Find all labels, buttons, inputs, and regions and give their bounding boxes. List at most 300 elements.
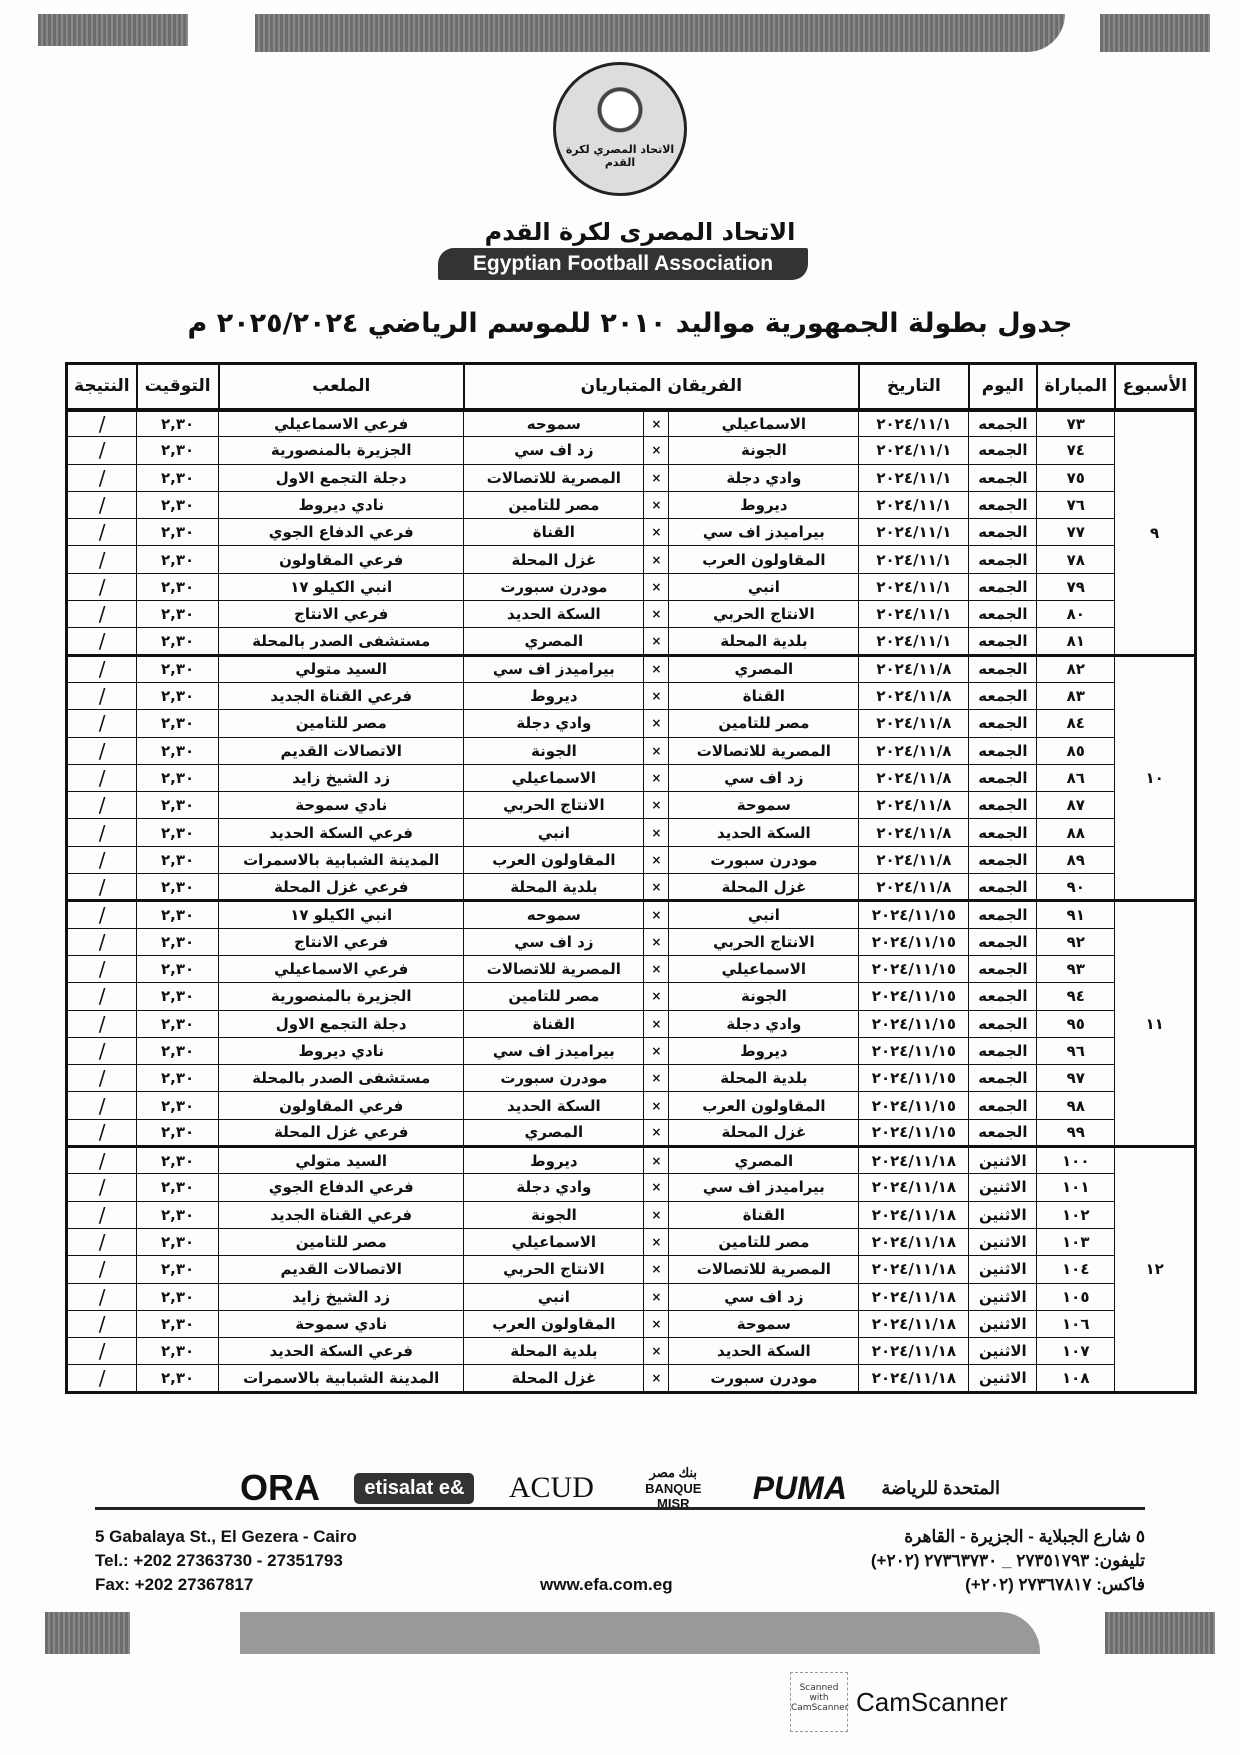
match-number: ٩٤ bbox=[1037, 983, 1115, 1010]
kickoff-time: ٢,٣٠ bbox=[137, 1256, 219, 1283]
match-number: ٧٦ bbox=[1037, 491, 1115, 518]
home-team: القناة bbox=[669, 1201, 859, 1228]
stadium: مستشفى الصدر بالمحلة bbox=[219, 1065, 464, 1092]
stadium: دجلة التجمع الاول bbox=[219, 464, 464, 491]
vs-mark: × bbox=[644, 1228, 669, 1255]
match-number: ٩٢ bbox=[1037, 928, 1115, 955]
camscanner-watermark bbox=[790, 1672, 1008, 1732]
stadium: دجلة التجمع الاول bbox=[219, 1010, 464, 1037]
match-number: ١٠٦ bbox=[1037, 1310, 1115, 1337]
table-row bbox=[67, 792, 1196, 819]
phone-ar: تليفون: ٢٧٣٥١٧٩٣ _ ٢٧٣٦٣٧٣٠ (٢٠٢+) bbox=[870, 1551, 1145, 1570]
bottom-bar-left bbox=[45, 1612, 130, 1654]
away-team: القناة bbox=[464, 519, 644, 546]
away-team: غزل المحلة bbox=[464, 546, 644, 573]
kickoff-time: ٢,٣٠ bbox=[137, 710, 219, 737]
table-row bbox=[67, 737, 1196, 764]
match-number: ٨٤ bbox=[1037, 710, 1115, 737]
match-number: ١٠٨ bbox=[1037, 1365, 1115, 1392]
table-row bbox=[67, 1338, 1196, 1365]
match-day: الجمعه bbox=[969, 1092, 1037, 1119]
bottom-bar-center bbox=[240, 1612, 1040, 1654]
away-team: وادي دجلة bbox=[464, 1174, 644, 1201]
table-row bbox=[67, 628, 1196, 655]
match-day: الجمعه bbox=[969, 983, 1037, 1010]
sponsor-ora: ORA bbox=[240, 1467, 320, 1508]
vs-mark: × bbox=[644, 819, 669, 846]
fixtures-table bbox=[65, 362, 1197, 1394]
vs-mark: × bbox=[644, 601, 669, 628]
match-number: ١٠٠ bbox=[1037, 1147, 1115, 1174]
away-team: انبي bbox=[464, 819, 644, 846]
match-number: ١٠٤ bbox=[1037, 1256, 1115, 1283]
match-day: الاثنين bbox=[969, 1256, 1037, 1283]
result: / bbox=[67, 655, 137, 682]
result: / bbox=[67, 1310, 137, 1337]
match-day: الجمعه bbox=[969, 710, 1037, 737]
table-row bbox=[67, 519, 1196, 546]
kickoff-time: ٢,٣٠ bbox=[137, 764, 219, 791]
sponsor-puma: PUMA bbox=[752, 1469, 847, 1506]
match-date: ٢٠٢٤/١١/٨ bbox=[859, 846, 969, 873]
kickoff-time: ٢,٣٠ bbox=[137, 519, 219, 546]
table-row bbox=[67, 1147, 1196, 1174]
table-row bbox=[67, 1283, 1196, 1310]
vs-mark: × bbox=[644, 1092, 669, 1119]
bottom-bar-right bbox=[1105, 1612, 1215, 1654]
stadium: فرعي الدفاع الجوي bbox=[219, 1174, 464, 1201]
match-day: الجمعه bbox=[969, 1037, 1037, 1064]
stadium: فرعي المقاولون bbox=[219, 1092, 464, 1119]
match-date: ٢٠٢٤/١١/١٨ bbox=[859, 1174, 969, 1201]
result: / bbox=[67, 955, 137, 982]
away-team: بلدية المحلة bbox=[464, 1338, 644, 1365]
home-team: المصرية للاتصالات bbox=[669, 1256, 859, 1283]
away-team: المصرية للاتصالات bbox=[464, 955, 644, 982]
table-row bbox=[67, 546, 1196, 573]
match-date: ٢٠٢٤/١١/١ bbox=[859, 546, 969, 573]
stadium: فرعي الاسماعيلي bbox=[219, 410, 464, 437]
kickoff-time: ٢,٣٠ bbox=[137, 1228, 219, 1255]
home-team: وادي دجلة bbox=[669, 464, 859, 491]
away-team: الجونة bbox=[464, 1201, 644, 1228]
match-number: ٩٧ bbox=[1037, 1065, 1115, 1092]
kickoff-time: ٢,٣٠ bbox=[137, 1283, 219, 1310]
match-date: ٢٠٢٤/١١/٨ bbox=[859, 874, 969, 901]
kickoff-time: ٢,٣٠ bbox=[137, 682, 219, 709]
match-day: الجمعه bbox=[969, 519, 1037, 546]
vs-mark: × bbox=[644, 901, 669, 928]
vs-mark: × bbox=[644, 1119, 669, 1146]
kickoff-time: ٢,٣٠ bbox=[137, 1065, 219, 1092]
result: / bbox=[67, 1037, 137, 1064]
away-team: ديروط bbox=[464, 682, 644, 709]
away-team: السكة الحديد bbox=[464, 1092, 644, 1119]
match-date: ٢٠٢٤/١١/١ bbox=[859, 519, 969, 546]
match-number: ٨١ bbox=[1037, 628, 1115, 655]
away-team: المقاولون العرب bbox=[464, 846, 644, 873]
kickoff-time: ٢,٣٠ bbox=[137, 491, 219, 518]
result: / bbox=[67, 1119, 137, 1146]
vs-mark: × bbox=[644, 1037, 669, 1064]
kickoff-time: ٢,٣٠ bbox=[137, 464, 219, 491]
stadium: السيد متولي bbox=[219, 655, 464, 682]
home-team: سموحة bbox=[669, 1310, 859, 1337]
kickoff-time: ٢,٣٠ bbox=[137, 1174, 219, 1201]
kickoff-time: ٢,٣٠ bbox=[137, 573, 219, 600]
vs-mark: × bbox=[644, 737, 669, 764]
result: / bbox=[67, 901, 137, 928]
sponsor-banque-misr: بنك مصر BANQUE MISR bbox=[645, 1465, 702, 1511]
stadium: السيد متولي bbox=[219, 1147, 464, 1174]
table-row bbox=[67, 846, 1196, 873]
away-team: بلدية المحلة bbox=[464, 874, 644, 901]
result: / bbox=[67, 464, 137, 491]
match-date: ٢٠٢٤/١١/١٨ bbox=[859, 1256, 969, 1283]
away-team: الانتاج الحربي bbox=[464, 1256, 644, 1283]
top-bar-right bbox=[1100, 14, 1210, 52]
match-day: الجمعه bbox=[969, 682, 1037, 709]
result: / bbox=[67, 410, 137, 437]
home-team: مودرن سبورت bbox=[669, 846, 859, 873]
result: / bbox=[67, 519, 137, 546]
match-date: ٢٠٢٤/١١/١ bbox=[859, 464, 969, 491]
org-name-arabic: الاتحاد المصرى لكرة القدم bbox=[484, 218, 796, 246]
stadium: فرعي غزل المحلة bbox=[219, 874, 464, 901]
result: / bbox=[67, 764, 137, 791]
vs-mark: × bbox=[644, 410, 669, 437]
home-team: مصر للتامين bbox=[669, 710, 859, 737]
table-row bbox=[67, 1256, 1196, 1283]
away-team: زد اف سي bbox=[464, 928, 644, 955]
kickoff-time: ٢,٣٠ bbox=[137, 410, 219, 437]
header-result: النتيجة bbox=[67, 364, 137, 410]
kickoff-time: ٢,٣٠ bbox=[137, 1310, 219, 1337]
table-header bbox=[67, 364, 1196, 410]
stadium: فرعي القناة الجديد bbox=[219, 682, 464, 709]
table-row bbox=[67, 1065, 1196, 1092]
match-date: ٢٠٢٤/١١/١٨ bbox=[859, 1201, 969, 1228]
match-day: الاثنين bbox=[969, 1365, 1037, 1392]
vs-mark: × bbox=[644, 1256, 669, 1283]
table-row bbox=[67, 764, 1196, 791]
match-date: ٢٠٢٤/١١/٨ bbox=[859, 682, 969, 709]
result: / bbox=[67, 792, 137, 819]
table-row bbox=[67, 682, 1196, 709]
away-team: وادي دجلة bbox=[464, 710, 644, 737]
home-team: الجونة bbox=[669, 983, 859, 1010]
org-name-english: Egyptian Football Association bbox=[438, 248, 808, 280]
away-team: المصرية للاتصالات bbox=[464, 464, 644, 491]
match-day: الاثنين bbox=[969, 1201, 1037, 1228]
vs-mark: × bbox=[644, 928, 669, 955]
stadium: المدينة الشبابية بالاسمرات bbox=[219, 1365, 464, 1392]
address-en: 5 Gabalaya St., El Gezera - Cairo bbox=[95, 1527, 357, 1546]
kickoff-time: ٢,٣٠ bbox=[137, 1338, 219, 1365]
home-team: المصرية للاتصالات bbox=[669, 737, 859, 764]
table-row bbox=[67, 410, 1196, 437]
result: / bbox=[67, 628, 137, 655]
vs-mark: × bbox=[644, 983, 669, 1010]
match-date: ٢٠٢٤/١١/١٨ bbox=[859, 1365, 969, 1392]
top-bar-center bbox=[255, 14, 1065, 52]
table-row bbox=[67, 655, 1196, 682]
result: / bbox=[67, 1065, 137, 1092]
match-date: ٢٠٢٤/١١/١٥ bbox=[859, 955, 969, 982]
result: / bbox=[67, 819, 137, 846]
away-team: مصر للتامين bbox=[464, 491, 644, 518]
home-team: زد اف سي bbox=[669, 764, 859, 791]
table-row bbox=[67, 983, 1196, 1010]
stadium: فرعي المقاولون bbox=[219, 546, 464, 573]
away-team: الاسماعيلي bbox=[464, 764, 644, 791]
stadium: الجزيرة بالمنصورية bbox=[219, 983, 464, 1010]
table-row bbox=[67, 1365, 1196, 1392]
away-team: ديروط bbox=[464, 1147, 644, 1174]
stadium: فرعي غزل المحلة bbox=[219, 1119, 464, 1146]
header-week: الأسبوع bbox=[1115, 364, 1196, 410]
table-row bbox=[67, 1010, 1196, 1037]
match-number: ٨٨ bbox=[1037, 819, 1115, 846]
match-day: الجمعه bbox=[969, 464, 1037, 491]
away-team: سموحه bbox=[464, 410, 644, 437]
match-date: ٢٠٢٤/١١/١ bbox=[859, 437, 969, 464]
away-team: الجونة bbox=[464, 737, 644, 764]
home-team: بلدية المحلة bbox=[669, 1065, 859, 1092]
away-team: غزل المحلة bbox=[464, 1365, 644, 1392]
kickoff-time: ٢,٣٠ bbox=[137, 792, 219, 819]
match-number: ٨٠ bbox=[1037, 601, 1115, 628]
kickoff-time: ٢,٣٠ bbox=[137, 901, 219, 928]
match-day: الجمعه bbox=[969, 1119, 1037, 1146]
match-date: ٢٠٢٤/١١/١ bbox=[859, 601, 969, 628]
fax-en: Fax: +202 27367817 bbox=[95, 1575, 254, 1594]
match-date: ٢٠٢٤/١١/١٥ bbox=[859, 1119, 969, 1146]
vs-mark: × bbox=[644, 519, 669, 546]
table-row bbox=[67, 955, 1196, 982]
match-date: ٢٠٢٤/١١/١ bbox=[859, 491, 969, 518]
stadium: الاتصالات القديم bbox=[219, 1256, 464, 1283]
stadium: فرعي الانتاج bbox=[219, 601, 464, 628]
result: / bbox=[67, 1228, 137, 1255]
home-team: الانتاج الحربي bbox=[669, 928, 859, 955]
match-day: الجمعه bbox=[969, 792, 1037, 819]
stadium: فرعي الاسماعيلي bbox=[219, 955, 464, 982]
match-number: ١٠٢ bbox=[1037, 1201, 1115, 1228]
match-day: الاثنين bbox=[969, 1283, 1037, 1310]
home-team: غزل المحلة bbox=[669, 874, 859, 901]
home-team: القناة bbox=[669, 682, 859, 709]
week-number: ١١ bbox=[1115, 901, 1196, 1147]
result: / bbox=[67, 573, 137, 600]
away-team: بيراميدز اف سي bbox=[464, 1037, 644, 1064]
match-date: ٢٠٢٤/١١/٨ bbox=[859, 792, 969, 819]
stadium: المدينة الشبابية بالاسمرات bbox=[219, 846, 464, 873]
match-number: ٧٨ bbox=[1037, 546, 1115, 573]
home-team: الجونة bbox=[669, 437, 859, 464]
match-day: الاثنين bbox=[969, 1147, 1037, 1174]
table-row bbox=[67, 601, 1196, 628]
result: / bbox=[67, 1092, 137, 1119]
kickoff-time: ٢,٣٠ bbox=[137, 928, 219, 955]
match-number: ٩٩ bbox=[1037, 1119, 1115, 1146]
top-bar-left bbox=[38, 14, 188, 46]
result: / bbox=[67, 1174, 137, 1201]
header-stadium: الملعب bbox=[219, 364, 464, 410]
kickoff-time: ٢,٣٠ bbox=[137, 819, 219, 846]
table-row bbox=[67, 1037, 1196, 1064]
stadium: فرعي الدفاع الجوي bbox=[219, 519, 464, 546]
header-teams: الفريقان المتباريان bbox=[464, 364, 859, 410]
website: www.efa.com.eg bbox=[540, 1575, 673, 1594]
home-team: ديروط bbox=[669, 491, 859, 518]
kickoff-time: ٢,٣٠ bbox=[137, 1201, 219, 1228]
match-day: الجمعه bbox=[969, 410, 1037, 437]
vs-mark: × bbox=[644, 710, 669, 737]
footer-english bbox=[95, 1525, 357, 1597]
match-day: الجمعه bbox=[969, 901, 1037, 928]
match-number: ٩٠ bbox=[1037, 874, 1115, 901]
away-team: الاسماعيلي bbox=[464, 1228, 644, 1255]
match-number: ٨٣ bbox=[1037, 682, 1115, 709]
kickoff-time: ٢,٣٠ bbox=[137, 737, 219, 764]
home-team: زد اف سي bbox=[669, 1283, 859, 1310]
match-number: ٩٥ bbox=[1037, 1010, 1115, 1037]
vs-mark: × bbox=[644, 1201, 669, 1228]
stadium: مستشفى الصدر بالمحلة bbox=[219, 628, 464, 655]
table-row bbox=[67, 573, 1196, 600]
away-team: المصري bbox=[464, 1119, 644, 1146]
table-row bbox=[67, 1228, 1196, 1255]
match-date: ٢٠٢٤/١١/١٥ bbox=[859, 901, 969, 928]
week-number: ٩ bbox=[1115, 410, 1196, 656]
away-team: مودرن سبورت bbox=[464, 1065, 644, 1092]
match-number: ٩٣ bbox=[1037, 955, 1115, 982]
home-team: وادي دجلة bbox=[669, 1010, 859, 1037]
match-date: ٢٠٢٤/١١/١٨ bbox=[859, 1338, 969, 1365]
match-day: الجمعه bbox=[969, 491, 1037, 518]
kickoff-time: ٢,٣٠ bbox=[137, 846, 219, 873]
result: / bbox=[67, 737, 137, 764]
away-team: السكة الحديد bbox=[464, 601, 644, 628]
home-team: الاسماعيلي bbox=[669, 410, 859, 437]
table-row bbox=[67, 1310, 1196, 1337]
match-number: ٧٣ bbox=[1037, 410, 1115, 437]
address-ar: ٥ شارع الجبلاية - الجزيرة - القاهرة bbox=[904, 1527, 1145, 1546]
match-day: الاثنين bbox=[969, 1228, 1037, 1255]
match-date: ٢٠٢٤/١١/١٥ bbox=[859, 1065, 969, 1092]
stadium: زد الشيخ زايد bbox=[219, 1283, 464, 1310]
stadium: نادي سموحة bbox=[219, 792, 464, 819]
match-date: ٢٠٢٤/١١/١ bbox=[859, 410, 969, 437]
efa-logo bbox=[553, 62, 687, 196]
sponsor-etisalat: etisalat e& bbox=[354, 1473, 474, 1504]
result: / bbox=[67, 1256, 137, 1283]
week-number: ١٠ bbox=[1115, 655, 1196, 901]
match-number: ٧٥ bbox=[1037, 464, 1115, 491]
home-team: المصري bbox=[669, 1147, 859, 1174]
stadium: فرعي السكة الحديد bbox=[219, 819, 464, 846]
home-team: غزل المحلة bbox=[669, 1119, 859, 1146]
away-team: مصر للتامين bbox=[464, 983, 644, 1010]
match-number: ٩٨ bbox=[1037, 1092, 1115, 1119]
away-team: المقاولون العرب bbox=[464, 1310, 644, 1337]
match-date: ٢٠٢٤/١١/١٨ bbox=[859, 1310, 969, 1337]
match-day: الجمعه bbox=[969, 955, 1037, 982]
home-team: انبي bbox=[669, 573, 859, 600]
vs-mark: × bbox=[644, 437, 669, 464]
table-row bbox=[67, 928, 1196, 955]
kickoff-time: ٢,٣٠ bbox=[137, 655, 219, 682]
camscanner-text: CamScanner bbox=[856, 1686, 1008, 1717]
match-date: ٢٠٢٤/١١/١٨ bbox=[859, 1228, 969, 1255]
away-team: القناة bbox=[464, 1010, 644, 1037]
table-row bbox=[67, 1092, 1196, 1119]
match-day: الجمعه bbox=[969, 546, 1037, 573]
match-day: الجمعه bbox=[969, 1065, 1037, 1092]
vs-mark: × bbox=[644, 491, 669, 518]
kickoff-time: ٢,٣٠ bbox=[137, 1365, 219, 1392]
match-number: ٨٦ bbox=[1037, 764, 1115, 791]
stadium: نادي ديروط bbox=[219, 1037, 464, 1064]
vs-mark: × bbox=[644, 1283, 669, 1310]
match-day: الجمعه bbox=[969, 601, 1037, 628]
home-team: الاسماعيلي bbox=[669, 955, 859, 982]
stadium: انبي الكيلو ١٧ bbox=[219, 901, 464, 928]
stadium: نادي ديروط bbox=[219, 491, 464, 518]
stadium: الاتصالات القديم bbox=[219, 737, 464, 764]
result: / bbox=[67, 874, 137, 901]
camscanner-badge: Scanned with CamScanner bbox=[790, 1672, 848, 1732]
result: / bbox=[67, 682, 137, 709]
result: / bbox=[67, 1338, 137, 1365]
kickoff-time: ٢,٣٠ bbox=[137, 1147, 219, 1174]
away-team: الانتاج الحربي bbox=[464, 792, 644, 819]
match-number: ٩٦ bbox=[1037, 1037, 1115, 1064]
stadium: فرعي القناة الجديد bbox=[219, 1201, 464, 1228]
table-row bbox=[67, 1201, 1196, 1228]
vs-mark: × bbox=[644, 1365, 669, 1392]
match-day: الاثنين bbox=[969, 1174, 1037, 1201]
week-number: ١٢ bbox=[1115, 1147, 1196, 1393]
logo-text: الاتحاد المصري لكرة القدم bbox=[565, 143, 675, 169]
header-date: التاريخ bbox=[859, 364, 969, 410]
match-date: ٢٠٢٤/١١/١٥ bbox=[859, 983, 969, 1010]
stadium: الجزيرة بالمنصورية bbox=[219, 437, 464, 464]
kickoff-time: ٢,٣٠ bbox=[137, 955, 219, 982]
match-date: ٢٠٢٤/١١/١ bbox=[859, 573, 969, 600]
result: / bbox=[67, 710, 137, 737]
away-team: مودرن سبورت bbox=[464, 573, 644, 600]
table-row bbox=[67, 874, 1196, 901]
sponsor-united-sports: المتحدة للرياضة bbox=[881, 1477, 1000, 1498]
away-team: زد اف سي bbox=[464, 437, 644, 464]
vs-mark: × bbox=[644, 628, 669, 655]
kickoff-time: ٢,٣٠ bbox=[137, 983, 219, 1010]
result: / bbox=[67, 846, 137, 873]
match-day: الجمعه bbox=[969, 1010, 1037, 1037]
page-title: جدول بطولة الجمهورية مواليد ٢٠١٠ للموسم الرياضي ٢٠٢٥/٢٠٢٤ م bbox=[187, 308, 1073, 339]
result: / bbox=[67, 491, 137, 518]
vs-mark: × bbox=[644, 1310, 669, 1337]
match-day: الجمعه bbox=[969, 846, 1037, 873]
result: / bbox=[67, 1365, 137, 1392]
vs-mark: × bbox=[644, 573, 669, 600]
match-number: ٨٧ bbox=[1037, 792, 1115, 819]
match-day: الاثنين bbox=[969, 1338, 1037, 1365]
match-date: ٢٠٢٤/١١/١٥ bbox=[859, 1037, 969, 1064]
fax-ar: فاكس: ٢٧٣٦٧٨١٧ (٢٠٢+) bbox=[965, 1575, 1145, 1594]
